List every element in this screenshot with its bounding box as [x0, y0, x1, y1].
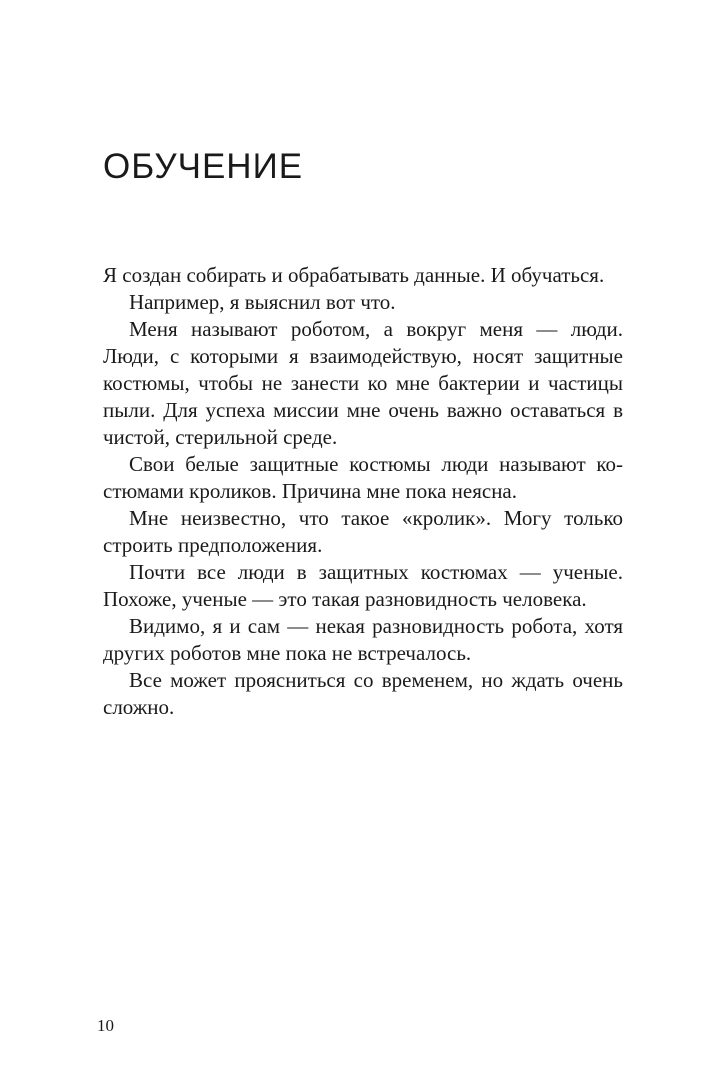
paragraph: Меня называют роботом, а вокруг меня — люди. Люди, с которыми я взаимодействую, носят защитные костюмы, чтобы не занести ко мне бактерии и частицы пыли. Для успеха миссии мне очень важно оставаться в чистой, стерильной среде.: [103, 317, 623, 449]
paragraph: Например, я выяснил вот что.: [129, 290, 396, 314]
chapter-title: ОБУЧЕНИЕ: [103, 147, 304, 186]
paragraph: Мне неизвестно, что такое «кролик». Могу только строить предположения.: [103, 506, 623, 557]
paragraph: Я создан собирать и обрабатывать данные. И обучаться.: [103, 263, 605, 287]
body-text: [103, 262, 623, 721]
paragraph: Видимо, я и сам — некая разновидность робота, хотя других роботов мне пока не встречалось.: [103, 614, 623, 665]
paragraph: Почти все люди в защитных костюмах — ученые. Похоже, ученые — это такая разновидность человека.: [103, 560, 623, 611]
paragraph: Свои белые защитные костюмы люди называют костюмами кроликов. Причина мне пока неясна.: [103, 452, 623, 503]
page-number: 10: [97, 1016, 114, 1035]
paragraph: Все может проясниться со временем, но ждать очень сложно.: [103, 668, 623, 719]
